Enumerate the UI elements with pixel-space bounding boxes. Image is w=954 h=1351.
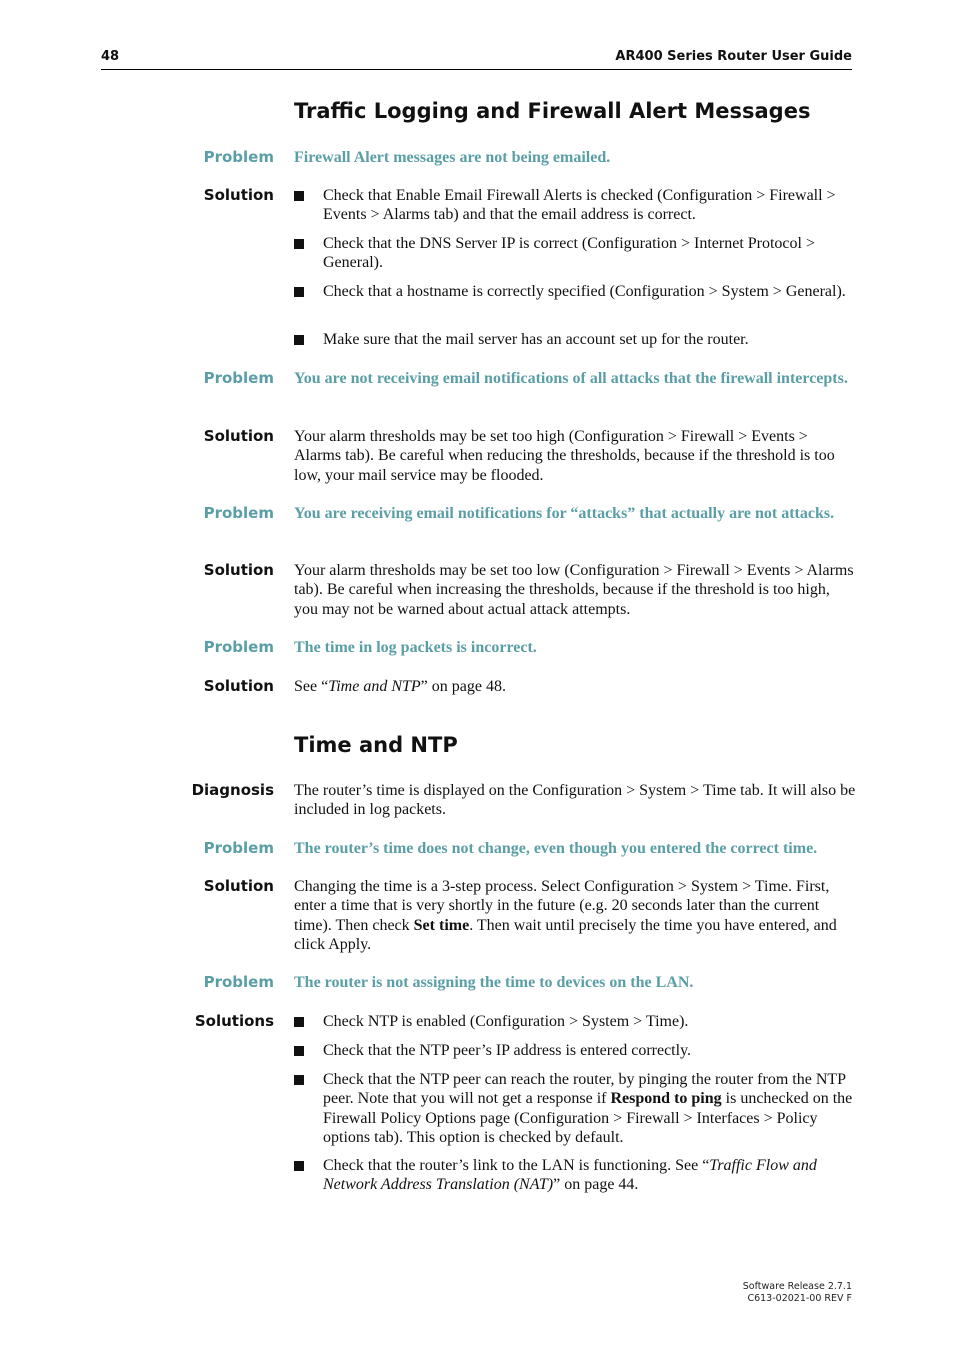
text-run: ” on page 44.: [553, 1176, 639, 1194]
bullet-text: Check that the NTP peer’s IP address is entered correctly.: [323, 1042, 692, 1059]
bullet-text: Check that Enable Email Firewall Alerts is checked (Configuration > Firewall > Events > Alarms tab) and that the email address is correct.: [323, 187, 836, 224]
text-run: Check that the NTP peer can reach the router, by pinging the router from the NTP peer. Note that you will not get a response if: [323, 1071, 846, 1108]
bullet-square: [294, 287, 304, 297]
solution-label: Solution: [203, 877, 274, 895]
bullet-text: Make sure that the mail server has an account set up for the router.: [323, 331, 749, 348]
text-run: . Then wait until precisely the time you have entered, and click Apply.: [294, 916, 837, 954]
bullet-text: [323, 1156, 856, 1195]
software-release: Software Release 2.7.1: [742, 1281, 852, 1292]
bullet-square: [294, 1017, 304, 1027]
bullet-square: [294, 1046, 304, 1056]
page-footer: [743, 1281, 852, 1305]
document-revision: C613-02021-00 REV F: [747, 1293, 852, 1304]
problem-label: Problem: [203, 973, 274, 991]
problem-label: Problem: [203, 504, 274, 522]
diagnosis-label: Diagnosis: [191, 781, 274, 799]
diagnosis-text: The router’s time is displayed on the Configuration > System > Time tab. It will also be included in log packets.: [294, 782, 856, 819]
problem-text: Firewall Alert messages are not being emailed.: [294, 149, 611, 166]
problem-label: Problem: [203, 148, 274, 166]
problem-text: The router’s time does not change, even though you entered the correct time.: [294, 840, 818, 857]
solution-label: Solution: [203, 186, 274, 204]
bullet-text: [323, 1070, 856, 1148]
solution-label: Solution: [203, 677, 274, 695]
bullet-square: [294, 1075, 304, 1085]
solution-text: [294, 877, 856, 955]
page-number: 48: [101, 49, 120, 64]
problem-text: The router is not assigning the time to devices on the LAN.: [294, 974, 694, 991]
bullet-square: [294, 191, 304, 201]
problem-label: Problem: [203, 369, 274, 387]
section-title-time-ntp: Time and NTP: [294, 733, 458, 757]
solutions-label: Solutions: [194, 1012, 274, 1030]
bullet-text: Check that the DNS Server IP is correct (Configuration > Internet Protocol > General).: [323, 235, 815, 272]
problem-label: Problem: [203, 839, 274, 857]
text-run: is unchecked on the Firewall Policy Options page (Configuration > Firewall > Interfaces > Policy options tab). This option is checked by default.: [323, 1090, 853, 1147]
solution-label: Solution: [203, 561, 274, 579]
problem-label: Problem: [203, 638, 274, 656]
bullet-text: Check NTP is enabled (Configuration > System > Time).: [323, 1013, 689, 1030]
bold-term: Set time: [413, 916, 470, 934]
problem-text: The time in log packets is incorrect.: [294, 639, 537, 656]
bullet-square: [294, 239, 304, 249]
solution-text: [294, 677, 856, 696]
text-run: ” on page 48.: [420, 678, 506, 695]
guide-title: AR400 Series Router User Guide: [615, 49, 852, 64]
bold-term: Respond to ping: [610, 1090, 722, 1108]
bullet-square: [294, 1161, 304, 1171]
cross-reference-link[interactable]: Time and NTP: [328, 678, 421, 695]
cross-reference-link[interactable]: Traffic Flow and Network Address Translation (NAT): [323, 1157, 817, 1194]
solution-text: Your alarm thresholds may be set too low (Configuration > Firewall > Events > Alarms tab). Be careful when increasing the thresholds, because if the threshold is too high, you may not be warned about actual attack attempts.: [294, 562, 854, 618]
text-run: Check that the router’s link to the LAN is functioning. See “: [323, 1157, 710, 1174]
problem-text: You are receiving email notifications for “attacks” that actually are not attacks.: [294, 505, 835, 522]
page-header: [101, 47, 852, 70]
solution-label: Solution: [203, 427, 274, 445]
problem-text: You are not receiving email notifications of all attacks that the firewall intercepts.: [294, 370, 848, 387]
solution-text: Your alarm thresholds may be set too high (Configuration > Firewall > Events > Alarms tab). Be careful when reducing the thresholds, because if the threshold is too low, your mail service may be flooded.: [294, 428, 835, 484]
section-title-traffic-logging: Traffic Logging and Firewall Alert Messages: [294, 99, 811, 123]
bullet-square: [294, 335, 304, 345]
text-run: Changing the time is a 3-step process. Select Configuration > System > Time. First, enter a time that is very shortly in the future (e.g. 20 seconds later than the current time). Then check: [294, 878, 830, 934]
text-run: See “: [294, 678, 329, 695]
bullet-text: Check that a hostname is correctly specified (Configuration > System > General).: [323, 283, 846, 300]
